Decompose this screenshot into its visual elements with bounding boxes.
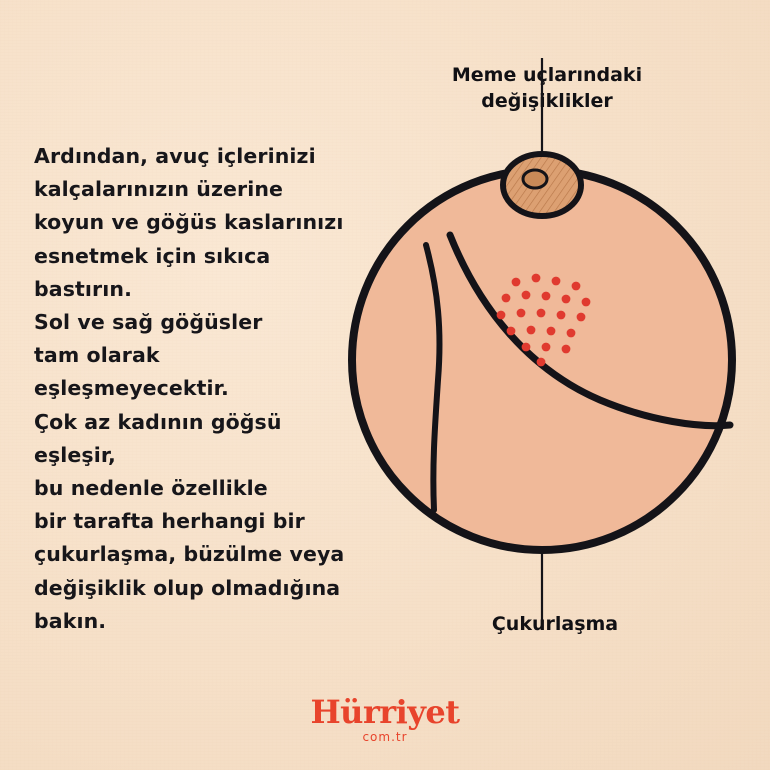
breast-exam-diagram xyxy=(330,40,750,620)
label-dimpling: Çukurlaşma xyxy=(491,613,619,635)
instruction-paragraph: Ardından, avuç içlerinizi kalçalarınızın üzerine koyun ve göğüs kaslarınızı esnetmek için sıkıca bastırın. Sol ve sağ göğüsler tam olarak eşleşmeyecektir. Çok az kadının göğsü eşleşir, bu nedenle özellikle bir tarafta herhangi bir çukurlaşma, büzülme veya değişiklik olup olmadığına bakın. xyxy=(34,144,345,633)
brand-logo xyxy=(0,693,770,744)
label-nipple-changes: Meme uçlarındaki değişiklikler xyxy=(451,64,643,112)
brand-tld: com.tr xyxy=(362,730,408,744)
nipple-tip xyxy=(523,170,547,188)
brand-name: Hürriyet xyxy=(310,693,460,731)
